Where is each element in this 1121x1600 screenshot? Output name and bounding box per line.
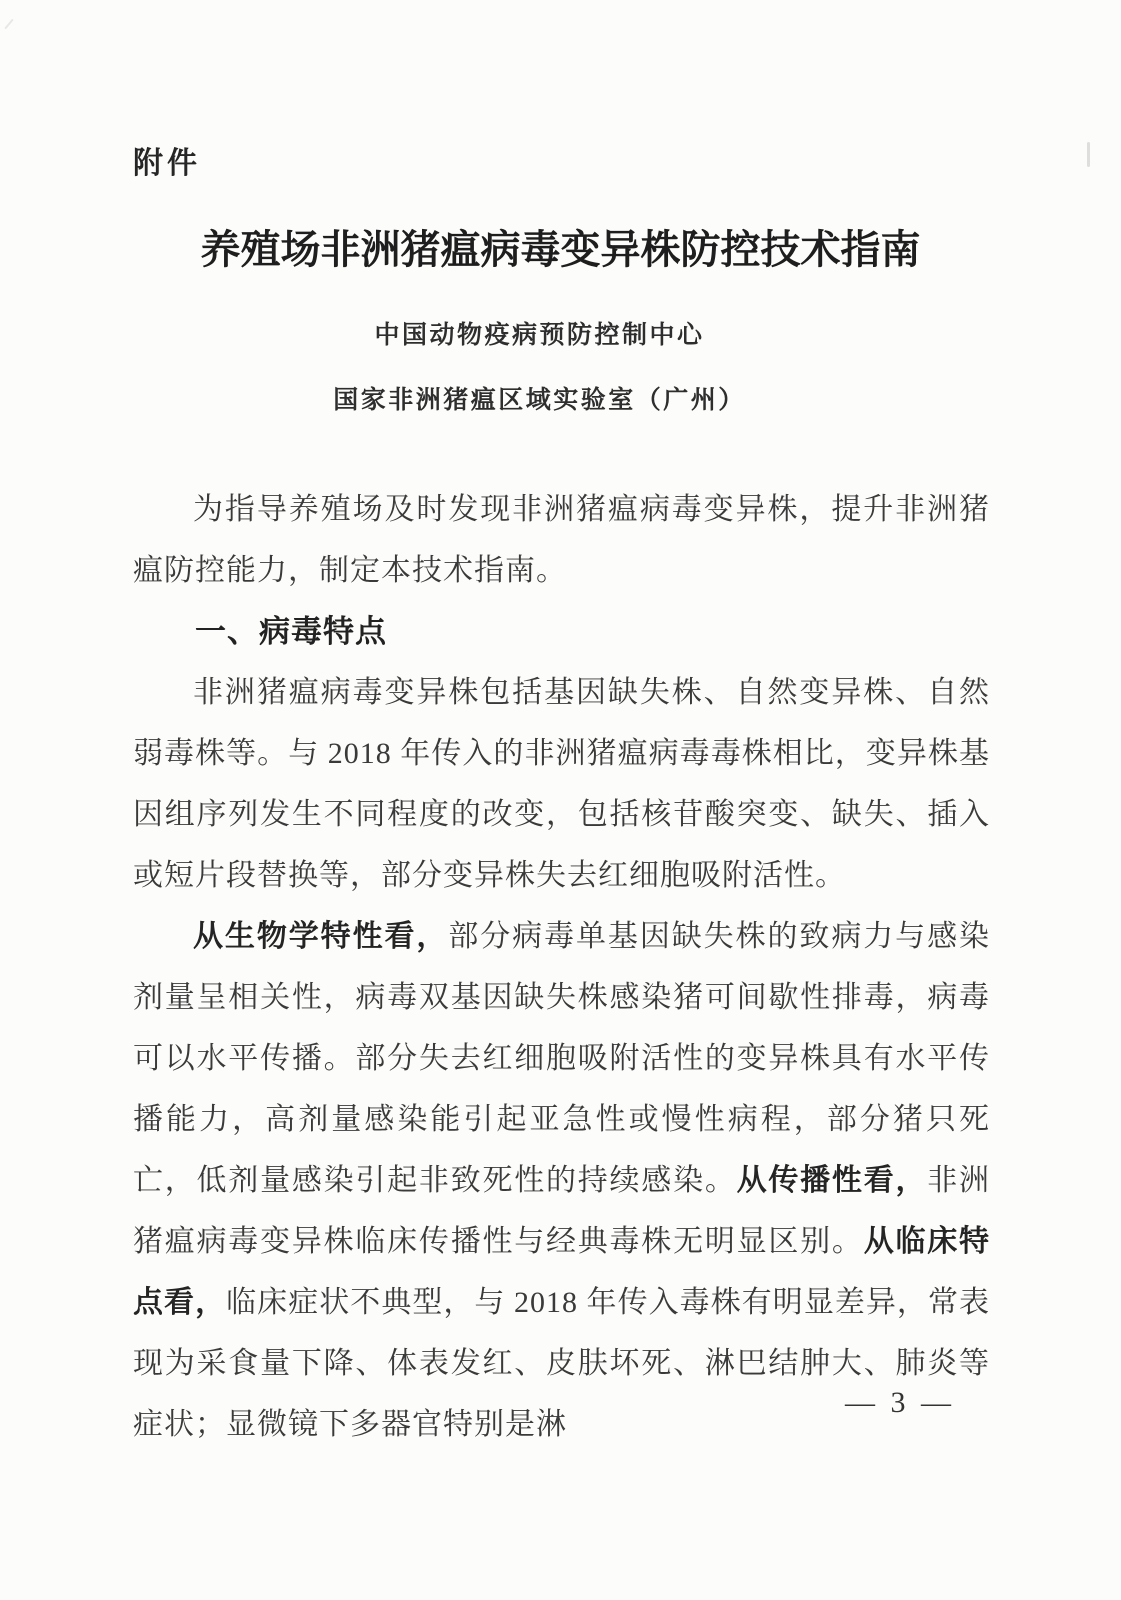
text-run: 非洲猪瘟病毒变异株临床传播性与经典毒株无明显区别。 [133, 1164, 991, 1258]
text-run: 非洲猪瘟病毒变异株包括基因缺失株、自然变异株、自然弱毒株等。与 2018 年传入的非洲猪瘟病毒毒株相比，变异株基因组序列发生不同程度的改变，包括核苷酸突变、缺失、插入或短片段替换等，部分变异株失去红细胞吸附活性。 [133, 676, 990, 892]
emphasis-run: 从临床特点看， [133, 1225, 991, 1319]
virus-overview-paragraph [133, 662, 990, 906]
issuing-org-primary: 中国动物疫病预防控制中心 [374, 322, 705, 349]
emphasis-run: 从传播性看， [736, 1164, 928, 1197]
document-title: 养殖场非洲猪瘟病毒变异株防控技术指南 [200, 227, 921, 272]
attachment-label: 附件 [133, 147, 201, 180]
intro-paragraph [133, 479, 990, 601]
scan-artifact-streak [1087, 142, 1090, 167]
scan-artifact-corner [4, 19, 13, 29]
text-run: 临床症状不典型，与 2018 年传入毒株有明显差异，常表现为采食量下降、体表发红、皮肤坏死、淋巴结肿大、肺炎等症状；显微镜下多器官特别是淋 [133, 1286, 991, 1441]
text-run: 部分病毒单基因缺失株的致病力与感染剂量呈相关性，病毒双基因缺失株感染猪可间歇性排毒，病毒可以水平传播。部分失去红细胞吸附活性的变异株具有水平传播能力，高剂量感染能引起亚急性或慢性病程，部分猪只死亡，低剂量感染引起非致死性的持续感染。 [133, 920, 991, 1197]
page-number: — 3 — [845, 1386, 955, 1419]
virus-characteristics-paragraph [133, 906, 990, 1455]
document-body [133, 479, 990, 1455]
text-run: 为指导养殖场及时发现非洲猪瘟病毒变异株，提升非洲猪瘟防控能力，制定本技术指南。 [133, 493, 990, 587]
emphasis-run: 从生物学特性看， [193, 920, 449, 953]
issuing-org-secondary: 国家非洲猪瘟区域实验室（广州） [333, 387, 746, 414]
section-heading-virus-characteristics: 一、病毒特点 [195, 614, 387, 649]
